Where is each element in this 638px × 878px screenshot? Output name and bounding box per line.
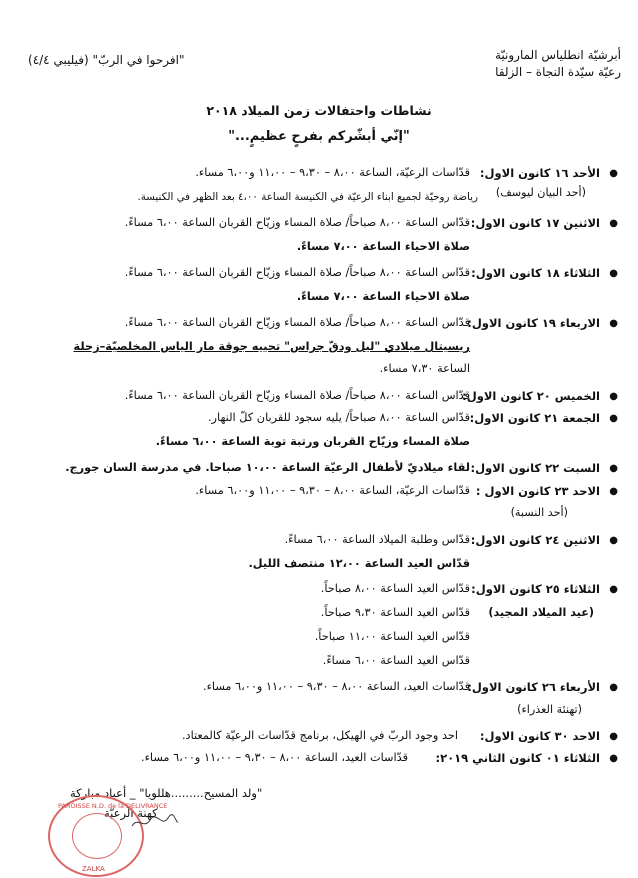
schedule-line: قدّاسات الرعيّة، الساعة ٨،٠٠ – ٩،٣٠ – ١١،٠٠ و٦،٠٠ مساء. <box>195 166 470 179</box>
bullet-icon: ● <box>609 391 618 402</box>
bullet-icon: ● <box>609 682 618 693</box>
schedule-line: قدّاس العيد الساعة ١١،٠٠ صباحاً. <box>314 630 470 643</box>
seal-text-bottom: ZALKA <box>82 865 105 873</box>
parish-name: رعيّة سيّدة النجاة – الزلقا <box>495 65 621 79</box>
bullet-icon: ● <box>609 168 618 179</box>
seal-text-top: PAROISSE N.D. de la DELIVRANCE <box>58 802 168 810</box>
schedule-line: قدّاس الساعة ٨،٠٠ صباحاً/ صلاة المساء وزيّاح القربان الساعة ٦،٠٠ مساءً. <box>124 216 470 229</box>
diocese-name: أبرشيّة انطلياس المارونيّة <box>494 48 621 62</box>
day-subtitle: (أحد البيان ليوسف) <box>495 186 586 199</box>
bullet-icon: ● <box>609 268 618 279</box>
parish-seal <box>48 795 168 877</box>
day-label: الخميس ٢٠ كانون الاول: <box>462 389 600 403</box>
day-label: الثلاثاء ٢٥ كانون الاول: <box>471 582 600 596</box>
day-label: الثلاثاء ٠١ كانون الثاني ٢٠١٩: <box>435 751 600 765</box>
day-subtitle: (أحد النسبة) <box>510 506 568 519</box>
bullet-icon: ● <box>609 463 618 474</box>
schedule-line: صلاة الاحياء الساعة ٧،٠٠ مساءً. <box>296 240 470 253</box>
schedule-line: قدّاسات الرعيّة، الساعة ٨،٠٠ – ٩،٣٠ – ١١،٠٠ و٦،٠٠ مساء. <box>195 484 470 497</box>
schedule-line: صلاة الاحياء الساعة ٧،٠٠ مساءً. <box>296 290 470 303</box>
day-subtitle: (تهنئة العذراء) <box>517 703 582 716</box>
bullet-icon: ● <box>609 535 618 546</box>
schedule-line: الساعة ٧،٣٠ مساء. <box>379 362 470 375</box>
schedule-line: صلاة المساء وزيّاح القربان ورتبة توبة الساعة ٦،٠٠ مساءً. <box>155 435 470 448</box>
schedule-line: قدّاس العيد الساعة ٨،٠٠ صباحاً. <box>320 582 470 595</box>
day-label: الجمعة ٢١ كانون الاول: <box>469 411 600 425</box>
schedule-line: قدّاس الساعة ٨،٠٠ صباحاً/ صلاة المساء وزيّاح القربان الساعة ٦،٠٠ مساءً. <box>124 316 470 329</box>
day-label: الأحد ١٦ كانون الاول: <box>479 166 600 180</box>
bullet-icon: ● <box>609 753 618 764</box>
day-label: الاحد ٣٠ كانون الاول: <box>479 729 600 743</box>
christmas-greeting: "ولد المسيح.........هللويا" _ أعياد مباركة <box>70 786 263 800</box>
schedule-line: قدّاس الساعة ٨،٠٠ صباحاً/ صلاة المساء وزيّاح القربان الساعة ٦،٠٠ مساءً. <box>124 389 470 402</box>
schedule-line: احد وجود الربّ في الهيكل، برنامج قدّاسات الرعيّة كالمعتاد. <box>181 729 458 742</box>
schedule-line: قدّاسات العيد، الساعة ٨،٠٠ – ٩،٣٠ – ١١،٠٠ و٦،٠٠ مساء. <box>202 680 470 693</box>
schedule-line: قدّاس العيد الساعة ٦،٠٠ مساءً. <box>322 654 470 667</box>
document-quote: "إنّي أبشّركم بفرحٍ عظيمٍ..." <box>228 129 410 144</box>
schedule-line: قدّاس العيد الساعة ١٢،٠٠ منتصف الليل. <box>248 557 470 570</box>
day-label: الثلاثاء ١٨ كانون الاول: <box>471 266 600 280</box>
bullet-icon: ● <box>609 486 618 497</box>
signature-label: كهنة الرعيّة <box>104 806 158 820</box>
schedule-line: قدّاس العيد الساعة ٩،٣٠ صباحاً. <box>320 606 470 619</box>
schedule-line: لقاء ميلاديّ لأطفال الرعيّة الساعة ١٠،٠٠ صباحا. في مدرسة السان جورج. <box>65 461 470 474</box>
handwritten-signature <box>130 812 180 832</box>
bullet-icon: ● <box>609 731 618 742</box>
day-label: الاربعاء ١٩ كانون الاول: <box>467 316 600 330</box>
bullet-icon: ● <box>609 318 618 329</box>
day-label: الأربعاء ٢٦ كانون الاول: <box>467 680 600 694</box>
parish-header <box>495 47 621 81</box>
day-label: الاحد ٢٣ كانون الاول : <box>475 484 600 498</box>
schedule-line: قدّاس الساعة ٨،٠٠ صباحاً/ يليه سجود للقربان كلّ النهار. <box>207 411 470 424</box>
schedule-line: قدّاس الساعة ٨،٠٠ صباحاً/ صلاة المساء وزيّاح القربان الساعة ٦،٠٠ مساءً. <box>124 266 470 279</box>
day-label: الاثنين ١٧ كانون الاول: <box>470 216 600 230</box>
day-subtitle: (عيد الميلاد المجيد) <box>488 606 594 619</box>
day-label: الاثنين ٢٤ كانون الاول: <box>470 533 600 547</box>
document-title: نشاطات واحتفالات زمن الميلاد ٢٠١٨ <box>206 103 432 118</box>
bullet-icon: ● <box>609 218 618 229</box>
day-label: السبت ٢٢ كانون الاول: <box>470 461 600 475</box>
bullet-icon: ● <box>609 413 618 424</box>
recital-line: ريسيتال ميلادي "ليل ودقّ جراس" تحييه جوقة مار الياس المخلصيّة–زحلة <box>73 340 470 353</box>
schedule-line: قدّاسات العيد، الساعة ٨،٠٠ – ٩،٣٠ – ١١،٠٠ و٦،٠٠ مساء. <box>140 751 408 764</box>
schedule-line: قدّاس وطلبة الميلاد الساعة ٦،٠٠ مساءً. <box>284 533 470 546</box>
seal-inner-ring <box>72 813 122 859</box>
bullet-icon: ● <box>609 584 618 595</box>
schedule-line: رياضة روحيّة لجميع ابناء الرعيّة في الكنيسة الساعة ٤،٠٠ بعد الظهر في الكنيسة. <box>137 191 478 203</box>
bible-verse: "افرحوا في الربّ" (فيليبي ٤/٤) <box>28 53 185 67</box>
